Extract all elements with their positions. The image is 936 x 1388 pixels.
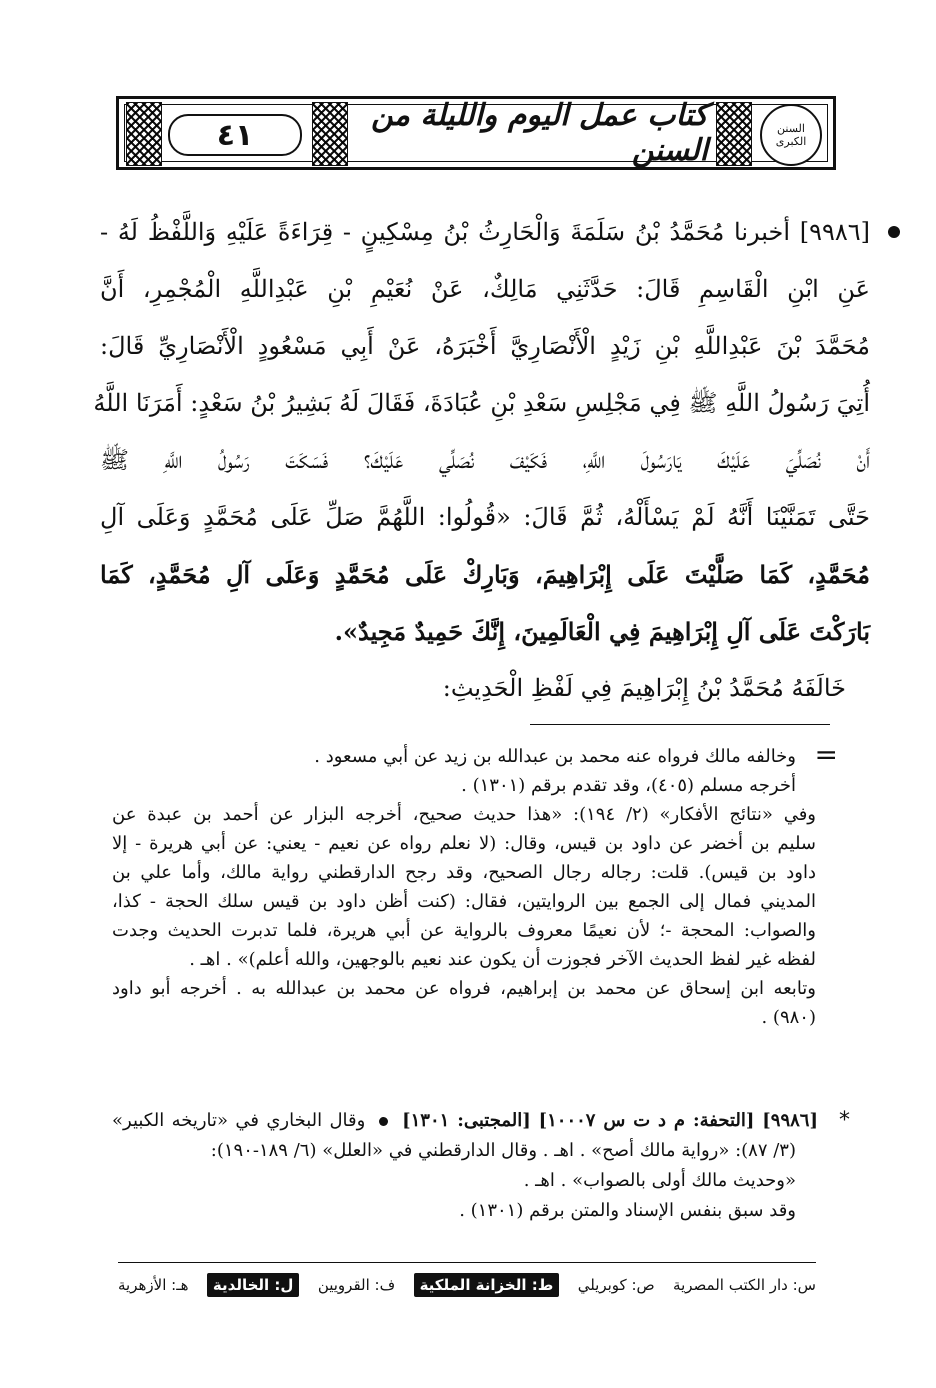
ornament-right-icon xyxy=(716,102,752,166)
legend-separator xyxy=(118,1262,816,1263)
seal-line-1: السنن xyxy=(777,122,805,135)
book-title: كتاب عمل اليوم والليلة من السنن xyxy=(371,98,708,168)
footnote-separator xyxy=(530,724,830,725)
footnote-line-6: المديني فمال إلى الجمع بين الروايتين، فقال: (كنت أظن داود بن قيس سلك الحجة - كذا، xyxy=(112,891,816,912)
bullet-icon xyxy=(888,226,900,238)
takhrij-notes xyxy=(112,1106,818,1226)
legend-item-sad: ص: كوبريلي xyxy=(577,1276,655,1294)
continuation-mark: = xyxy=(814,738,838,771)
legend-item-lam: ل: الخالدية xyxy=(207,1273,299,1297)
legend-item-s: س: دار الكتب المصرية xyxy=(673,1276,816,1294)
ornament-left-icon xyxy=(126,102,162,166)
legend-item-fa: ف: القرويين xyxy=(317,1276,396,1294)
footnote-line-1: وخالفه مالك فرواه عنه محمد بن عبدالله بن زيد عن أبي مسعود . xyxy=(314,746,796,767)
ornament-middle-icon xyxy=(312,102,348,166)
footnote-line-7: والصواب: المحجة -؛ لأن نعيمًا معروف بالرواية عن أبي هريرة، فلما تدبرت الحديث وجدت xyxy=(112,920,816,941)
takhrij-line-3: «وحديث مالك أولى بالصواب» . اهـ . xyxy=(523,1170,796,1191)
footnote-line-9: وتابعه ابن إسحاق عن محمد بن إبراهيم، فرواه عن محمد بن عبدالله به . أخرجه أبو داود xyxy=(112,978,816,999)
footnotes xyxy=(112,742,816,1032)
main-line-5: أَنْ نُصَلِّيَ عَلَيْكَ يَارَسُولَ اللَّهِ، فَكَيْفَ نُصَلِّي عَلَيْكَ؟ فَسَكَتَ رَسُولُ اللَّهِ ﷺ xyxy=(100,446,870,474)
takhrij-reference: [٩٩٨٦] [التحفة: م د ت س ١٠٠٠٧] [المجتبى: ١٣٠١] xyxy=(402,1110,818,1131)
manuscript-legend xyxy=(118,1270,816,1300)
main-line-4: أُتِيَ رَسُولُ اللَّهِ ﷺ فِي مَجْلِسِ سَعْدِ بْنِ عُبَادَةَ، فَقَالَ لَهُ بَشِيرُ بْنُ سَعْدٍ: أَمَرَنَا اللَّهُ xyxy=(93,389,870,417)
page-number: ٤١ xyxy=(168,114,302,156)
takhrij-bukhari: وقال البخاري في «تاريخه الكبير» xyxy=(112,1110,366,1131)
main-line-8: بَارَكْتَ عَلَى آلِ إِبْرَاهِيمَ فِي الْعَالَمِينَ، إِنَّكَ حَمِيدٌ مَجِيدٌ». xyxy=(334,617,870,646)
footnote-line-10: (٩٨٠) . xyxy=(761,1007,816,1028)
seal-line-2: الكبرى xyxy=(775,135,807,148)
takhrij-line-4: وقد سبق بنفس الإسناد والمتن برقم (١٣٠١) . xyxy=(459,1200,796,1221)
footnote-line-4: سليم بن أخضر عن داود بن قيس، وقال: (لا نعلم رواه عن نعيم - يعني: عن أبي هريرة - إلا xyxy=(112,833,816,854)
takhrij-line-1 xyxy=(112,1106,818,1136)
footnote-line-3: وفي «نتائج الأفكار» (٢/ ١٩٤): «هذا حديث صحيح، أخرجه البزار عن أحمد بن عبدة عن xyxy=(112,804,816,825)
main-line-3: مُحَمَّدَ بْنَ عَبْدِاللَّهِ بْنِ زَيْدٍ الْأَنْصَارِيَّ أَخْبَرَهُ، عَنْ أَبِي مَسْعُودٍ الْأَنْصَارِيِّ قَالَ: xyxy=(100,332,870,360)
footnote-line-2: أخرجه مسلم (٤٠٥)، وقد تقدم برقم (١٣٠١) . xyxy=(461,775,796,796)
series-seal-icon xyxy=(760,104,822,166)
main-line-7: مُحَمَّدٍ، كَمَا صَلَّيْتَ عَلَى إِبْرَاهِيمَ، وَبَارِكْ عَلَى مُحَمَّدٍ وَعَلَى آلِ مُحَمَّدٍ، كَمَا xyxy=(100,560,870,589)
main-line-9: خَالَفَهُ مُحَمَّدُ بْنُ إِبْرَاهِيمَ فِي لَفْظِ الْحَدِيثِ: xyxy=(442,674,846,702)
takhrij-line-2: (٣/ ٨٧): «رواية مالك أصح» . اهـ . وقال الدارقطني في «العلل» (٦/ ١٨٩-١٩٠): xyxy=(210,1140,796,1161)
main-line-2: عَنِ ابْنِ الْقَاسِمِ قَالَ: حَدَّثَنِي مَالِكٌ، عَنْ نُعَيْمِ بْنِ عَبْدِاللَّهِ الْمُجْمِرِ، أَنَّ xyxy=(100,275,870,303)
dot-icon xyxy=(379,1117,388,1126)
page-header xyxy=(116,96,836,170)
main-text xyxy=(93,204,870,717)
footnote-line-5: داود بن قيس). قلت: رجاله رجال الصحيح، وقد رجح الدارقطني رواية مالك، وأما علي بن xyxy=(112,862,816,883)
legend-item-ha: هـ: الأزهرية xyxy=(118,1276,189,1294)
main-line-6: حَتَّى تَمَنَّيْنَا أَنَّهُ لَمْ يَسْأَلْهُ، ثُمَّ قَالَ: «قُولُوا: اللَّهُمَّ صَلِّ عَلَى مُحَمَّدٍ وَعَلَى آلِ xyxy=(100,503,870,531)
main-line-1: [٩٩٨٦] أخبرنا مُحَمَّدُ بْنُ سَلَمَةَ وَالْحَارِثُ بْنُ مِسْكِينٍ - قِرَاءَةً عَلَيْهِ وَاللَّفْظُ لَهُ - xyxy=(100,218,870,246)
footnote-line-8: لفظه غير لفظ الحديث الآخر فجوزت أن يكون عند نعيم بالوجهين، والله أعلم)» . اهـ . xyxy=(189,949,816,970)
star-icon: * xyxy=(839,1108,850,1133)
legend-item-ta: ط: الخزانة الملكية xyxy=(414,1273,560,1297)
